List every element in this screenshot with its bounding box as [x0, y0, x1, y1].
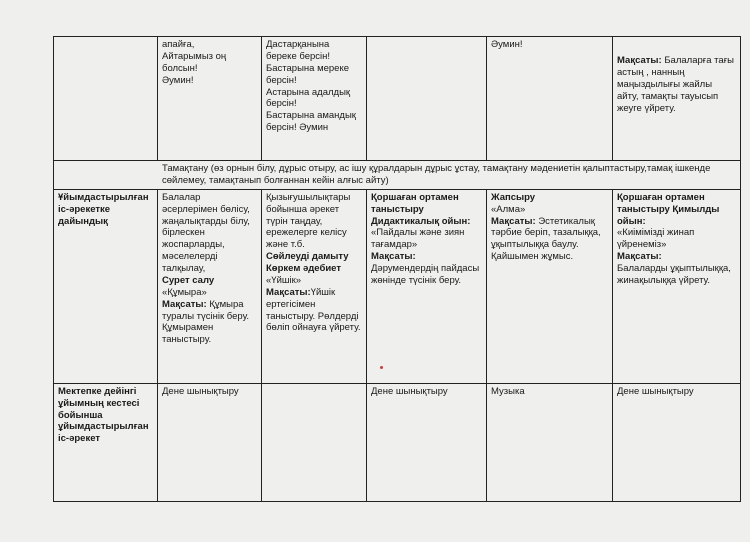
cell-line: Бастарына амандық — [266, 110, 356, 122]
wednesday-scheduled-cell — [367, 383, 487, 501]
cell-text: Әумин! — [491, 39, 523, 50]
table-row — [54, 161, 741, 190]
topic-title: «Алма» — [491, 203, 526, 215]
goal-text: Балаларды ұқыптылыққа, жинақылыққа үйрету. — [617, 263, 731, 286]
thursday-activity-cell — [487, 189, 613, 383]
table-row — [54, 189, 741, 383]
topic-title: «Пайдалы және зиян тағамдар» — [371, 227, 465, 251]
scheduled-subject: Дене шынықтыру — [371, 385, 448, 397]
cell-line: береке берсін! — [266, 50, 331, 62]
tuesday-activity-cell — [262, 189, 367, 383]
cell-line: мәселелерді — [162, 251, 218, 263]
goal-label: Мақсаты: — [266, 286, 311, 298]
cell-line: Дастарқанына — [266, 39, 330, 50]
goal-text: Құмыра туралы түсінік беру. Құмырамен таныстыру. — [162, 298, 250, 346]
cell-line: Астарына адалдық — [266, 86, 351, 98]
row1-col2-cell — [158, 37, 262, 161]
goal-text: Үйшік ертегісімен таныстыру. Рөлдерді бөліп ойнауға үйрету. — [266, 286, 361, 334]
cell-line: Айтарымыз оң — [162, 50, 227, 62]
table-row — [54, 37, 741, 161]
row-label-cell — [54, 189, 158, 383]
monday-scheduled-cell — [158, 383, 262, 501]
subject-title: Жапсыру — [491, 191, 536, 203]
goal-label: Мақсаты: — [162, 298, 207, 310]
subject-title: Сурет салу — [162, 274, 215, 286]
monday-activity-cell — [158, 189, 262, 383]
cell-line: берсін! Әумин — [266, 122, 329, 134]
row1-col6-cell — [613, 37, 741, 161]
cell-line: апайға, — [162, 39, 195, 50]
cell-line: жаңалықтарды білу, — [162, 215, 250, 227]
schedule-table — [53, 36, 741, 502]
topic-title: «Киімімізді жинап үйренеміз» — [617, 227, 695, 251]
goal-label: Мақсаты: — [491, 215, 536, 227]
row1-col3-cell — [262, 37, 367, 161]
goal-text: Балаларға тағы астың , нанның маңыздылығы жайлы айту, тамақты тауысып жеуге үйрету. — [617, 55, 734, 114]
cell-line: талқылау, — [162, 263, 206, 274]
goal-label: Мақсаты: — [617, 251, 662, 263]
row-label-cell — [54, 383, 158, 501]
subject-title: Қоршаған ортамен таныстыру Қимылды ойын: — [617, 191, 720, 227]
meal-rules-cell — [54, 161, 741, 190]
cell-line: Бастарына мереке — [266, 62, 350, 74]
subject-title: Қоршаған ортамен таныстыру Дидактикалық ойын: — [371, 191, 471, 227]
cell-line: Әумин! — [162, 74, 194, 86]
cell-line: жоспарларды, — [162, 239, 225, 251]
row1-col1-cell — [54, 37, 158, 161]
wednesday-activity-cell — [367, 189, 487, 383]
friday-scheduled-cell — [613, 383, 741, 501]
topic-title: «Құмыра» — [162, 286, 207, 298]
ink-dot — [380, 366, 383, 369]
row1-col5-cell — [487, 37, 613, 161]
topic-title: «Үйшік» — [266, 274, 302, 286]
friday-activity-cell — [613, 189, 741, 383]
scheduled-subject: Дене шынықтыру — [162, 385, 239, 397]
cell-line: Қызығушылықтары бойынша әрекет түрін таңдау, ережелерге келісу және т.б. — [266, 191, 351, 251]
row1-col4-cell — [367, 37, 487, 161]
table-row — [54, 383, 741, 501]
cell-line: Балалар әсерлерімен бөлісу, — [162, 191, 250, 215]
cell-line: берсін! — [266, 98, 297, 110]
goal-label: Мақсаты: — [617, 55, 662, 66]
goal-text: Дәрумендердің пайдасы жөнінде түсінік беру. — [371, 263, 480, 286]
row-label: Мектепке дейінгі ұйымның кестесі бойынша ұйымдастырылған іс-әрекет — [58, 385, 149, 445]
scheduled-subject: Дене шынықтыру — [617, 385, 694, 397]
scheduled-subject: Музыка — [491, 385, 525, 397]
thursday-scheduled-cell — [487, 383, 613, 501]
goal-text: Эстетикалық тәрбие беріп, тазалыққа, ұқыптылыққа баулу. Қайшымен жұмыс. — [491, 215, 601, 263]
tuesday-scheduled-cell — [262, 383, 367, 501]
cell-line: болсын! — [162, 62, 198, 74]
subject-title: Сөйлеуді дамыту Көркем әдебиет — [266, 251, 349, 274]
goal-label: Мақсаты: — [371, 251, 416, 263]
cell-line: берсін! — [266, 74, 297, 86]
cell-line: бірлескен — [162, 227, 205, 239]
row-label: Ұйымдастырылған іс-әрекетке дайындық — [58, 191, 149, 227]
meal-rules-text: Тамақтану (өз орнын білу, дұрыс отыру, ас ішу құралдарын дұрыс ұстау, тамақтану мәдениетін қалыптастыру,тамақ ішкенде сөйлемеу, тамақтанып болғаннан кейін алғыс айту) — [162, 163, 711, 186]
